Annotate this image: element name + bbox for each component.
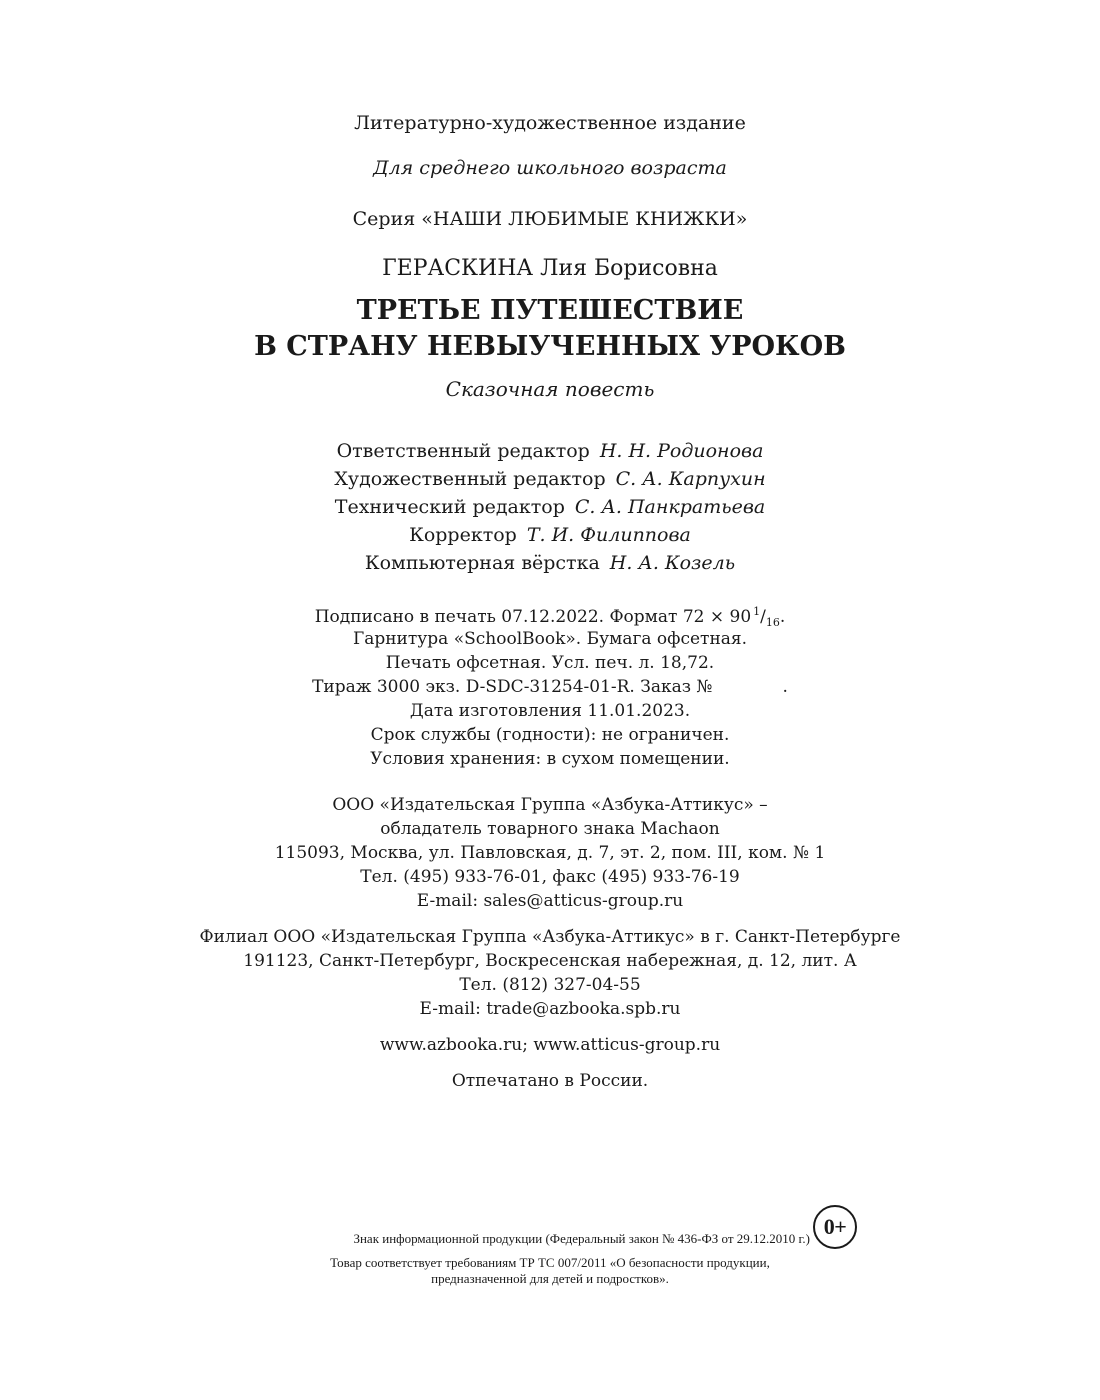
author: ГЕРАСКИНА Лия Борисовна bbox=[382, 256, 718, 281]
credit-role: Художественный редактор bbox=[334, 468, 606, 490]
signed-to-print: Подписано в печать 07.12.2022. Формат 72 × 90 $^1/_{16}$. bbox=[314, 605, 786, 629]
credit-person: Н. А. Козель bbox=[609, 552, 736, 574]
edition-type: Литературно-художественное издание bbox=[354, 112, 746, 134]
age-rating-badge: 0+ bbox=[813, 1205, 857, 1249]
info-sign-text: Знак информационной продукции (Федеральный закон № 436-ФЗ от 29.12.2010 г.) bbox=[353, 1231, 810, 1246]
credit-art-editor bbox=[0, 470, 1100, 489]
signed-prefix: Подписано в печать 07.12.2022. Формат 72 × 90 bbox=[314, 607, 752, 627]
branch-name: Филиал ООО «Издательская Группа «Азбука-Аттикус» в г. Санкт-Петербурге bbox=[199, 927, 901, 947]
title-line-1: ТРЕТЬЕ ПУТЕШЕСТВИЕ bbox=[356, 295, 744, 326]
genre: Сказочная повесть bbox=[445, 377, 655, 401]
publisher-email: E-mail: sales@atticus-group.ru bbox=[416, 891, 684, 911]
printed-in: Отпечатано в России. bbox=[451, 1071, 649, 1091]
format-numerator: 1 bbox=[753, 605, 761, 618]
typeface-paper: Гарнитура «SchoolBook». Бумага офсетная. bbox=[352, 629, 748, 649]
title-line-2: В СТРАНУ НЕВЫУЧЕННЫХ УРОКОВ bbox=[254, 331, 846, 362]
branch-phone: Тел. (812) 327-04-55 bbox=[459, 975, 641, 995]
credit-responsible-editor bbox=[0, 442, 1100, 461]
publisher-phone: Тел. (495) 933-76-01, факс (495) 933-76-19 bbox=[360, 867, 740, 887]
credit-role: Компьютерная вёрстка bbox=[364, 552, 600, 574]
format-denominator: 16 bbox=[765, 616, 780, 629]
series: Серия «НАШИ ЛЮБИМЫЕ КНИЖКИ» bbox=[352, 208, 748, 230]
printing-type: Печать офсетная. Усл. печ. л. 18,72. bbox=[385, 653, 715, 673]
shelf-life: Срок службы (годности): не ограничен. bbox=[370, 725, 730, 745]
credit-proofreader bbox=[0, 526, 1100, 545]
credit-technical-editor bbox=[0, 498, 1100, 517]
publisher-name: ООО «Издательская Группа «Азбука-Аттикус» – bbox=[332, 795, 768, 815]
print-run-prefix: Тираж 3000 экз. D-SDC-31254-01-R. Заказ № bbox=[312, 677, 713, 697]
branch-address: 191123, Санкт-Петербург, Воскресенская набережная, д. 12, лит. А bbox=[243, 951, 857, 971]
credit-role: Ответственный редактор bbox=[336, 440, 590, 462]
credit-person: Т. И. Филиппова bbox=[526, 524, 691, 546]
publisher-address: 115093, Москва, ул. Павловская, д. 7, эт. 2, пом. III, ком. № 1 bbox=[274, 843, 826, 863]
print-run-suffix: . bbox=[782, 677, 788, 697]
credit-person: С. А. Панкратьева bbox=[574, 496, 766, 518]
credit-person: С. А. Карпухин bbox=[615, 468, 766, 490]
credit-role: Корректор bbox=[409, 524, 517, 546]
manufacture-date: Дата изготовления 11.01.2023. bbox=[409, 701, 691, 721]
compliance-line-2: предназначенной для детей и подростков». bbox=[431, 1271, 669, 1286]
publisher-trademark: обладатель товарного знака Machaon bbox=[380, 819, 720, 839]
compliance-line-1: Товар соответствует требованиям ТР ТС 007/2011 «О безопасности продукции, bbox=[330, 1255, 770, 1270]
signed-suffix: . bbox=[779, 607, 786, 627]
audience: Для среднего школьного возраста bbox=[373, 157, 727, 179]
branch-email: E-mail: trade@azbooka.spb.ru bbox=[419, 999, 681, 1019]
websites: www.azbooka.ru; www.atticus-group.ru bbox=[379, 1035, 721, 1055]
credit-layout bbox=[0, 554, 1100, 573]
storage-conditions: Условия хранения: в сухом помещении. bbox=[370, 749, 730, 769]
credit-role: Технический редактор bbox=[334, 496, 565, 518]
print-run bbox=[0, 679, 1100, 696]
credit-person: Н. Н. Родионова bbox=[599, 440, 764, 462]
